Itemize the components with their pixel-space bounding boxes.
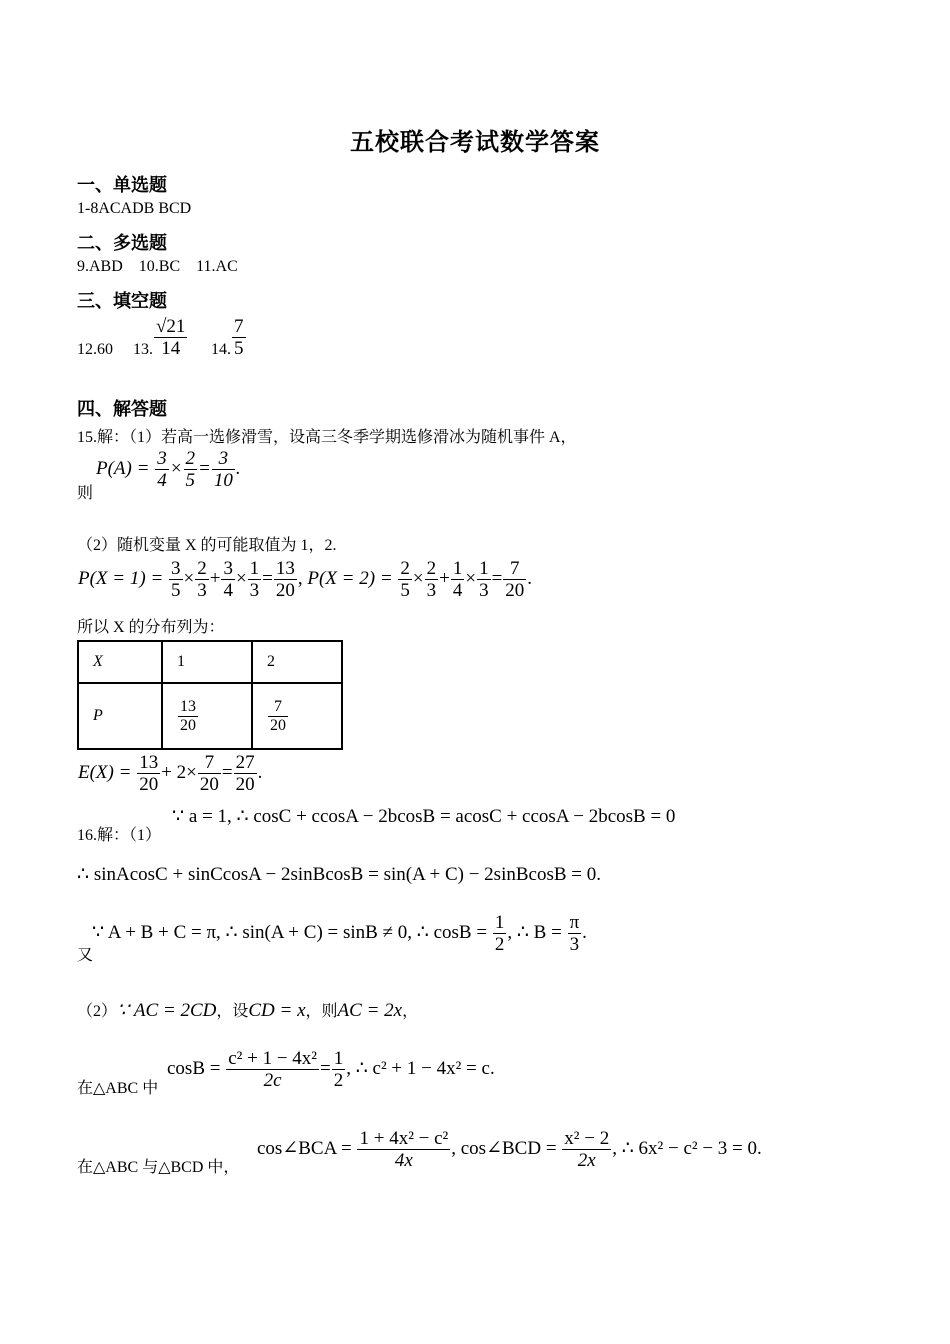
frac-num: 3 [157,448,167,469]
distribution-table [77,640,343,750]
q16-cos-equations: cos∠BCA = $\frac{\text{1 + 4x² − c²}}{4x}$ , cos∠BCD = $\frac{\text{x² − 2}}{2x}$ , ∴ 6x² − c² − 3 = 0. [257,1128,762,1171]
answer-14-denominator: 5 [234,338,244,359]
q15-p1-left: P(X = 1) = [78,567,169,589]
q16-cosb-equation: cosB = $\frac{\text{c² + 1 − 4x²}}{2c}$ = $\frac{1}{2}$ , ∴ c² + 1 − 4x² = c. [167,1048,495,1091]
q15-ex-left: E(X) = [78,761,137,783]
frac-den: 20 [235,774,255,795]
q15-p2-left: P(X = 2) = [307,567,398,589]
frac-den: 5 [185,470,196,491]
frac-num: 2 [400,558,410,579]
table-row [78,683,342,749]
frac-num: 2 [426,558,437,579]
frac-num: 3 [171,558,181,579]
frac-num: 27 [235,752,255,773]
frac-den: 4 [223,580,233,601]
q16-cos2-left: , cos∠BCD = [451,1137,562,1159]
frac-num: 1 [452,558,463,579]
frac-den: 20 [180,716,196,734]
frac-den: 20 [139,774,159,795]
section-heading-single-choice: 一、单选题 [77,175,167,195]
frac-num: c² + 1 − 4x² [228,1048,317,1069]
frac-den: 5 [171,580,181,601]
q15-expectation: E(X) = $\frac{13}{20}$ + 2× $\frac{7}{20}$ = $\frac{27}{20}$ . [78,752,263,795]
answer-14-fraction [231,316,247,359]
frac-num: 1 [249,558,260,579]
frac-den: 3 [569,934,580,955]
q16-you: 又 [77,947,94,964]
q16-in-abc: 在△ABC 中 [77,1080,159,1097]
q15-pa-equation: P(A) = $\frac{3}{4}$ × $\frac{2}{5}$ = $\frac{3}{10}$ . [96,448,241,491]
frac-num: 3 [212,448,235,470]
frac-den: 3 [479,580,489,601]
section-heading-fill-blank: 三、填空题 [77,291,167,311]
q16-eq3: ∵ A + B + C = π, ∴ sin(A + C) = sinB ≠ 0, ∴ cosB = $\frac{1}{2}$ , ∴ B = $\frac{\pi}{3}$ . [92,912,587,955]
answer-13-numerator: √21 [156,316,186,337]
q16-cos1-left: cos∠BCA = [257,1137,357,1159]
q16-eq3-mid: ∴ B = [516,921,567,943]
frac-den: 3 [249,580,260,601]
q15-prob-equations: P(X = 1) = $\frac{3}{5}$ × $\frac{2}{3}$ + $\frac{3}{4}$ × $\frac{1}{3}$ = $\frac{13}{20}$ , P(X = 2) = $\frac{2}{5}$ × $\frac{2}{3}$ + $\frac{1}{4}$ × $\frac{1}{3}$ = $\frac{7}{20}$ . [78,558,533,601]
answer-13-denominator: 14 [161,338,181,359]
frac-num: 7 [198,752,221,774]
q16-cosb-left: cosB = [167,1057,226,1079]
page-title: 五校联合考试数学答案 [350,130,600,156]
frac-num: π [569,912,580,933]
answer-12: 12.60 [77,341,113,358]
frac-num: 7 [268,698,288,717]
frac-den: 10 [213,470,233,491]
frac-num: 13 [180,697,196,715]
q16-eq3-pre: ∵ A + B + C = π, ∴ sin(A + C) = sinB ≠ 0, ∴ cosB = [92,921,492,943]
frac-num: 1 [333,1048,344,1069]
q15-dist-intro: 所以 X 的分布列为： [77,619,225,636]
table-cell [252,683,342,749]
q16-eq2: ∴ sinAcosC + sinCcosA − 2sinBcosB = sin(A + C) − 2sinBcosB = 0. [77,864,601,885]
frac-num: 1 + 4x² − c² [359,1128,449,1149]
q16-in-both: 在△ABC 与△BCD 中， [77,1159,240,1176]
frac-den: 20 [199,774,219,795]
q16-label: 16.解：（1） [77,827,162,844]
q16-p2-a: ∵ AC = 2CD [117,1000,217,1021]
q16-cos-right: , ∴ 6x² − c² − 3 = 0 [612,1137,758,1159]
frac-num: x² − 2 [564,1128,610,1149]
frac-den: 20 [275,580,295,601]
frac-num: 1 [494,912,505,933]
q15-ex-mid: + 2× [161,761,197,783]
q16-p2-c: CD = x [248,1000,306,1021]
q15-part2: （2）随机变量 X 的可能取值为 1，2. [77,537,337,554]
table-cell: 2 [252,641,342,683]
q16-p2-f: ， [402,1003,419,1020]
frac-den: 2 [333,1070,344,1091]
frac-den: 4x [394,1150,413,1171]
frac-den: 2 [494,934,505,955]
q16-part2-line [77,998,418,1022]
q16-p2-b: ，设 [216,1003,249,1020]
section-heading-multi-choice: 二、多选题 [77,233,167,253]
frac-den: 3 [426,580,437,601]
frac-num: 2 [185,448,196,469]
frac-den: 2c [263,1070,282,1091]
frac-den: 5 [400,580,410,601]
frac-den: 20 [505,580,525,601]
answer-13-fraction [153,316,188,359]
answer-14-label: 14. [211,341,231,358]
answers-multi-choice: 9.ABD 10.BC 11.AC [77,258,238,275]
q16-p2-d: ，则 [305,1003,338,1020]
table-cell: X [78,641,162,683]
frac-num: 3 [223,558,233,579]
answers-single-choice: 1-8ACADB BCD [77,200,192,217]
table-cell [162,683,252,749]
frac-num: 13 [139,752,159,773]
frac-num: 2 [197,558,207,579]
q16-cosb-right: ∴ c² + 1 − 4x² = c [355,1057,490,1079]
section-heading-solutions: 四、解答题 [77,399,167,419]
q16-eq1: ∵ a = 1, ∴ cosC + ccosA − 2bcosB = acosC + ccosA − 2bcosB = 0 [172,806,676,827]
frac-den: 4 [452,580,463,601]
q15-ze: 则 [77,485,94,502]
table-row [78,641,342,683]
q15-line1: 15.解：（1）若高一选修滑雪，设高三冬季学期选修滑冰为随机事件 A， [77,429,577,446]
q16-part2-label: （2） [77,1003,118,1020]
table-cell: P [78,683,162,749]
frac-den: 20 [270,716,286,734]
frac-den: 3 [197,580,207,601]
table-cell: 1 [162,641,252,683]
frac-num: 1 [479,558,489,579]
frac-den: 2x [577,1150,596,1171]
frac-num: 7 [503,558,526,580]
answer-14-numerator: 7 [234,316,244,337]
frac-num: 13 [275,558,295,579]
q15-pa-left: P(A) = [96,457,155,479]
frac-den: 4 [157,470,167,491]
answer-13-label: 13. [133,341,153,358]
q16-p2-e: AC = 2x [337,1000,403,1021]
